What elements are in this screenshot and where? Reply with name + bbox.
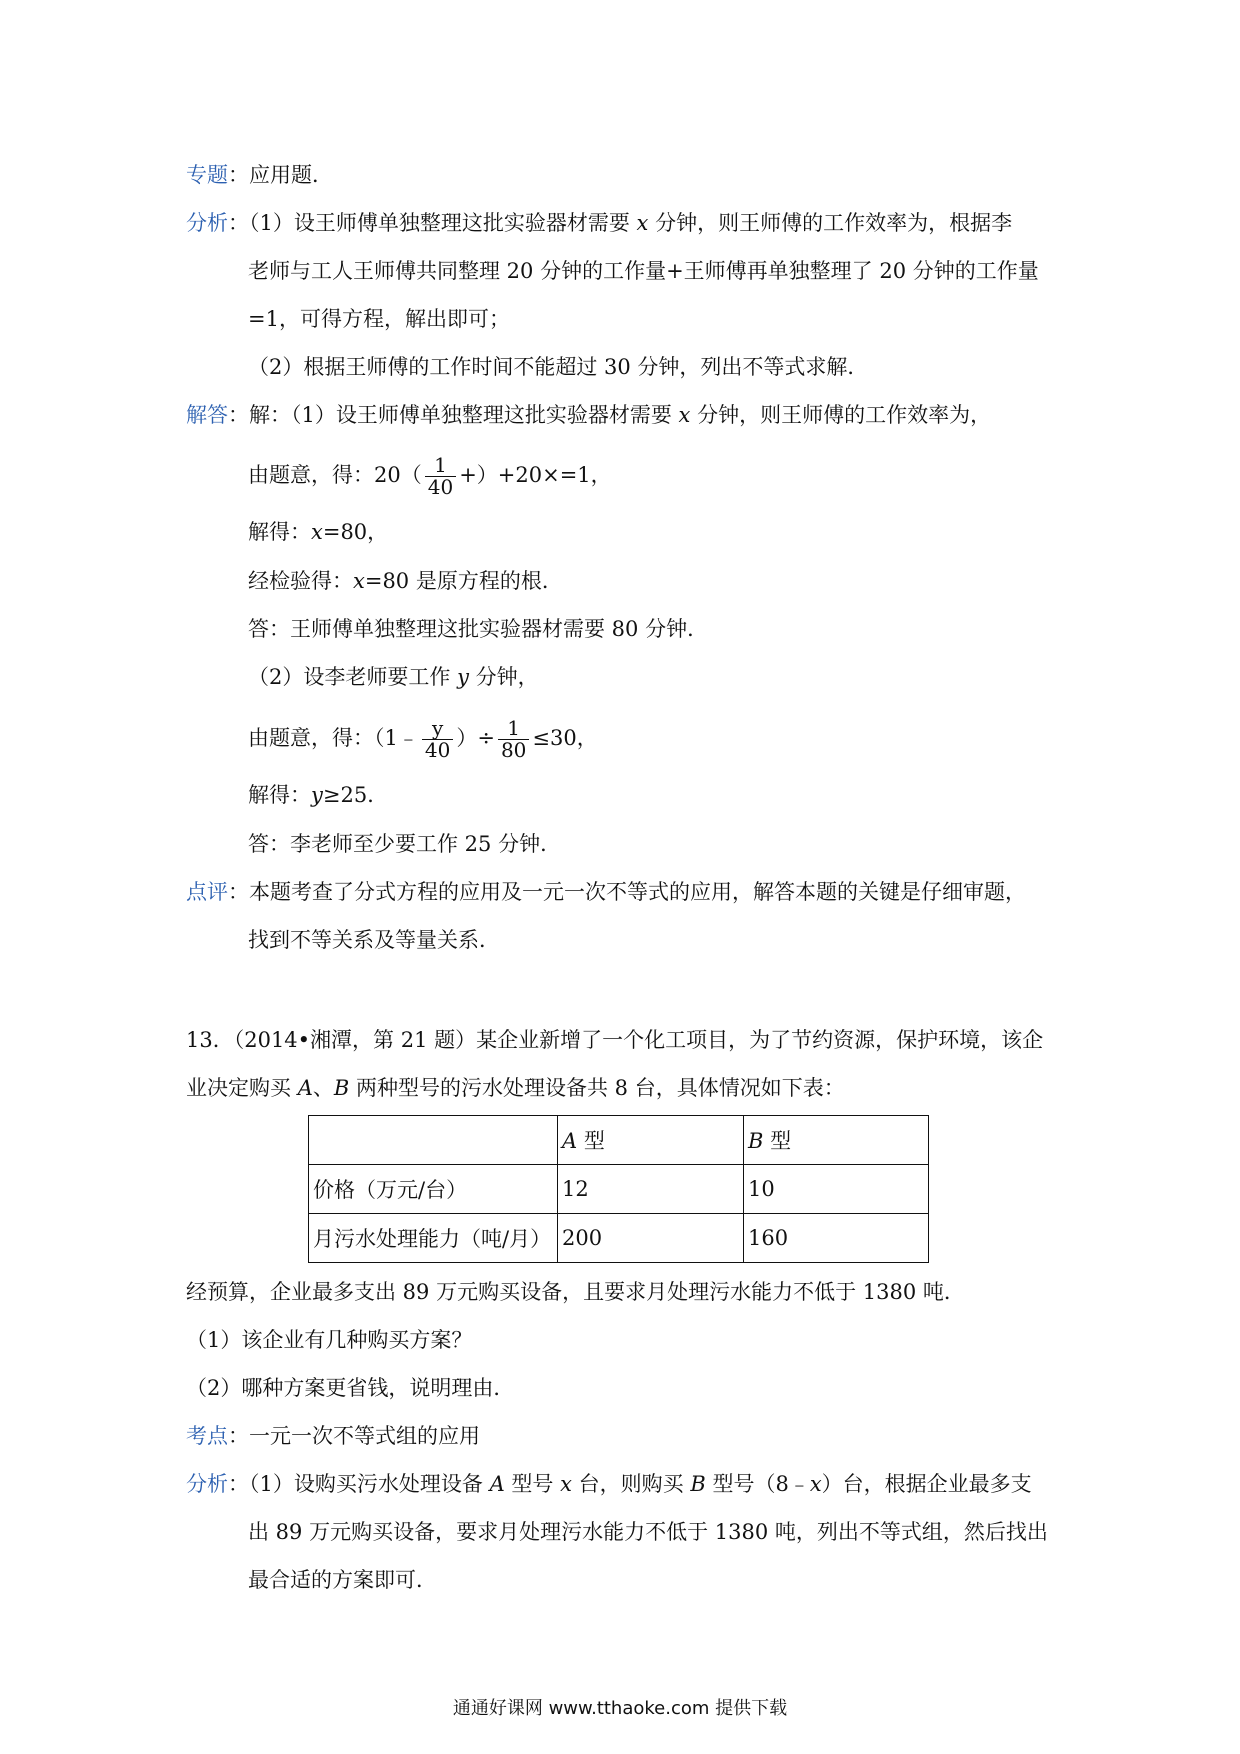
analysis-13-line-3: 最合适的方案即可． [248,1568,437,1592]
check-line [248,566,563,596]
part-2-setup [248,662,539,692]
table-row [309,1214,929,1263]
analysis-text: ）台，根据企业最多支 [821,1472,1032,1496]
table-cell: 10 [744,1165,929,1214]
table-row [309,1165,929,1214]
topic-line [186,160,333,190]
var-y: y [311,783,323,807]
table-cell: 12 [558,1165,744,1214]
eq-text: 由题意，得：（1﹣ [248,726,419,750]
comment-line-2: 找到不等关系及等量关系． [248,928,500,952]
table-cell: 200 [558,1214,744,1263]
var-x: x [809,1472,822,1496]
solution-x [248,517,388,547]
var-x: x [636,211,649,235]
answer-1: 答：王师傅单独整理这批实验器材需要 80 分钟． [248,617,709,641]
fraction [422,718,453,761]
question-text: 、 [312,1076,334,1100]
var-y: y [457,665,469,689]
var-B: B [333,1076,350,1100]
var-A: A [489,1472,505,1496]
analysis-line-1 [186,208,1012,238]
table-header-row [309,1116,929,1165]
eq-text: 经检验得： [248,569,353,593]
analysis-13-line-2: 出 89 万元购买设备，要求月处理污水能力不低于 1380 吨，列出不等式组，然后找出 [248,1520,1048,1544]
table-cell: 160 [744,1214,929,1263]
analysis-line-3: =1，可得方程，解出即可； [248,307,510,331]
fraction [498,718,529,761]
numerator: 1 [425,455,456,477]
denominator: 80 [500,738,527,762]
fraction [425,455,456,498]
var-x: x [678,403,691,427]
footer-watermark: 通通好课网 www.tthaoke.com 提供下载 [452,1698,788,1719]
analysis-line-2: 老师与工人王师傅共同整理 20 分钟的工作量+王师傅再单独整理了 20 分钟的工作量 [248,259,1039,283]
comment-line-1 [186,877,1026,907]
analysis-text: 型号 [511,1472,554,1496]
var-x: x [311,520,323,544]
analysis-line-4: （2）根据王师傅的工作时间不能超过 30 分钟，列出不等式求解． [248,355,869,379]
label-kaodian: 考点 [186,1424,228,1448]
label-dianping: 点评 [186,880,228,904]
question-text: 两种型号的污水处理设备共 8 台，具体情况如下表： [355,1076,845,1100]
analysis-text: 型号（8﹣ [712,1472,810,1496]
table-cell [309,1116,558,1165]
eq-text: 由题意，得：20（ [248,463,422,487]
eq-text: （2）设李老师要工作 [248,665,451,689]
table-cell: 价格（万元/台） [309,1165,558,1214]
solution-text: ：解：（1）设王师傅单独整理这批实验器材需要 [228,403,672,427]
var-A: A [562,1129,578,1153]
eq-text: 解得： [248,520,311,544]
label-zhuanti: 专题 [186,163,228,187]
analysis-text: ：（1）设购买污水处理设备 [228,1472,483,1496]
eq-text: =80， [322,520,389,544]
header-text: 型 [770,1129,792,1153]
eq-text: +）+20×=1， [459,463,612,487]
header-text: 型 [583,1129,605,1153]
var-B: B [690,1472,706,1496]
eq-text: ）÷ [456,726,495,750]
question-13-line-1: 13．（2014•湘潭，第 21 题）某企业新增了一个化工项目，为了节约资源，保护环境，该企 [186,1028,1044,1052]
key-point-text: ：一元一次不等式组的应用 [228,1424,480,1448]
eq-text: 分钟， [475,665,539,689]
label-fenxi: 分析 [186,211,228,235]
table-cell: 月污水处理能力（吨/月） [309,1214,558,1263]
numerator: y [422,718,453,740]
equation-1 [248,455,612,498]
equation-2 [248,718,598,761]
question-text: 业决定购买 [186,1076,291,1100]
var-B: B [748,1129,764,1153]
topic-text: ：应用题． [228,163,333,187]
solution-text: 分钟，则王师傅的工作效率为， [697,403,992,427]
var-x: x [560,1472,572,1496]
table-header-b [744,1116,929,1165]
equipment-table [308,1115,929,1263]
solution-line-1 [186,400,991,430]
denominator: 40 [424,738,451,762]
analysis-text: 分钟，则王师傅的工作效率为，根据李 [655,211,1013,235]
question-13-line-2 [186,1073,845,1103]
analysis-text: ：（1）设王师傅单独整理这批实验器材需要 [228,211,630,235]
solution-y [248,780,388,810]
analysis-text: 台，则购买 [578,1472,684,1496]
analysis-13-line-1 [186,1469,1032,1499]
label-fenxi: 分析 [186,1472,228,1496]
var-x: x [353,569,365,593]
sub-question-2: （2）哪种方案更省钱，说明理由． [186,1376,515,1400]
answer-2: 答：李老师至少要工作 25 分钟． [248,832,562,856]
eq-text: ≤30， [532,726,598,750]
budget-line: 经预算，企业最多支出 89 万元购买设备，且要求月处理污水能力不低于 1380 吨． [186,1280,965,1304]
label-jieda: 解答 [186,403,228,427]
eq-text: =80 是原方程的根． [364,569,563,593]
table-header-a [558,1116,744,1165]
sub-question-1: （1）该企业有几种购买方案？ [186,1328,473,1352]
denominator: 40 [427,475,454,499]
comment-text: ：本题考查了分式方程的应用及一元一次不等式的应用，解答本题的关键是仔细审题， [228,880,1026,904]
eq-text: 解得： [248,783,311,807]
key-point-line [186,1421,480,1451]
eq-text: ≥25． [322,783,389,807]
var-A: A [297,1076,313,1100]
numerator: 1 [498,718,529,740]
